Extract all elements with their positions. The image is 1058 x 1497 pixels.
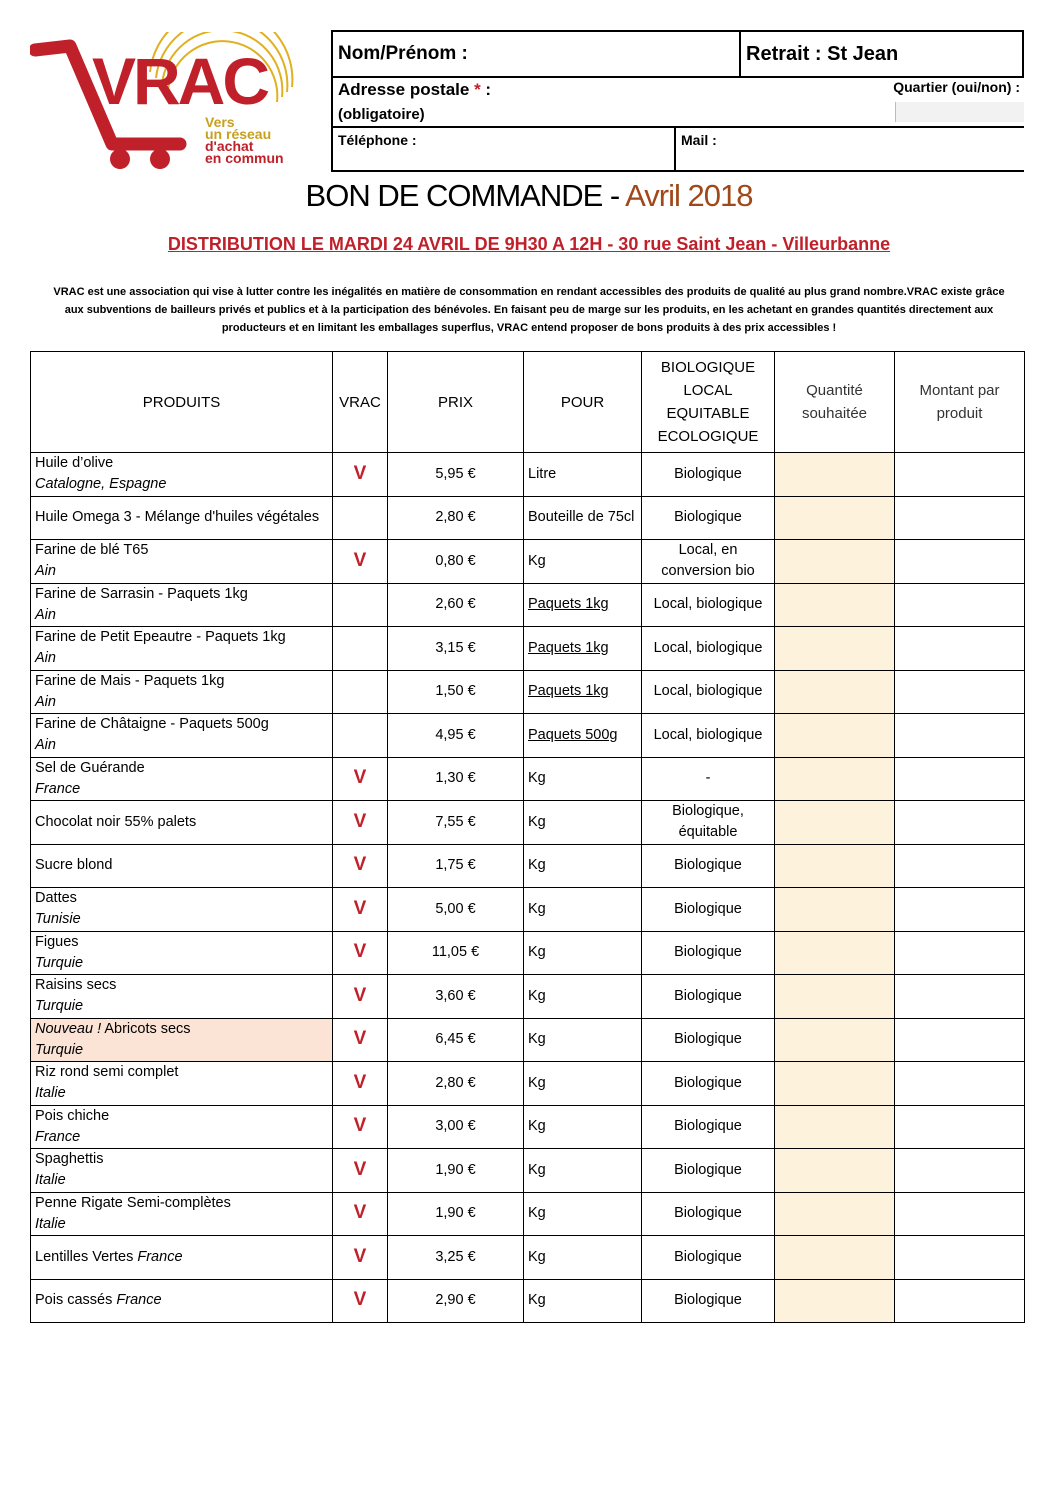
unit-cell: Litre	[524, 453, 642, 497]
vrac-mark: V	[353, 810, 367, 832]
unit-cell: Paquets 500g	[524, 714, 642, 758]
name-field[interactable]	[331, 30, 741, 78]
col-label-line: LOCAL	[683, 382, 733, 399]
table-row	[31, 1192, 1025, 1236]
product-cell	[31, 1062, 333, 1106]
quantity-input[interactable]	[775, 540, 895, 584]
product-name: Pois chiche	[35, 1107, 110, 1124]
amount-cell	[895, 670, 1025, 714]
col-produits: PRODUITS	[31, 352, 333, 453]
product-name: Sucre blond	[35, 857, 113, 874]
product-cell	[31, 670, 333, 714]
product-origin: Ain	[35, 737, 56, 754]
label-cell: Biologique	[642, 496, 775, 540]
vrac-cell	[333, 1062, 388, 1106]
amount-cell	[895, 540, 1025, 584]
unit-cell: Paquets 1kg	[524, 627, 642, 671]
svg-text:d'achat: d'achat	[205, 138, 254, 154]
product-origin: Turquie	[35, 954, 84, 971]
title-main: BON DE COMMANDE -	[305, 178, 626, 213]
col-label-line: ECOLOGIQUE	[657, 428, 759, 445]
price-cell: 3,00 €	[388, 1105, 524, 1149]
vrac-cell	[333, 714, 388, 758]
product-cell	[31, 757, 333, 801]
amount-cell	[895, 1018, 1025, 1062]
vrac-mark: V	[353, 767, 367, 789]
cart-logo-icon	[30, 32, 305, 172]
table-row	[31, 496, 1025, 540]
quantity-input[interactable]	[775, 1018, 895, 1062]
address-label: Adresse postale	[338, 80, 470, 99]
col-pour: POUR	[524, 352, 642, 453]
product-origin: Ain	[35, 606, 56, 623]
table-row	[31, 1236, 1025, 1280]
vrac-cell	[333, 1236, 388, 1280]
unit-cell: Kg	[524, 975, 642, 1019]
quantity-input[interactable]	[775, 1149, 895, 1193]
price-cell: 5,95 €	[388, 453, 524, 497]
product-name: Raisins secs	[35, 977, 117, 994]
name-label: Nom/Prénom :	[338, 43, 468, 64]
svg-text:en commun: en commun	[205, 150, 284, 166]
label-cell: Biologique	[642, 1236, 775, 1280]
product-name: Abricots secs	[101, 1020, 191, 1037]
unit-cell: Kg	[524, 931, 642, 975]
amount-cell	[895, 1192, 1025, 1236]
table-row	[31, 714, 1025, 758]
quantity-input[interactable]	[775, 801, 895, 845]
label-cell: Biologique	[642, 1018, 775, 1062]
page-title	[0, 178, 1058, 214]
table-row	[31, 670, 1025, 714]
product-origin: Italie	[35, 1085, 66, 1102]
required-star: *	[474, 80, 481, 99]
quantity-input[interactable]	[775, 627, 895, 671]
pickup-label: Retrait : St Jean	[746, 43, 899, 65]
vrac-mark: V	[353, 549, 367, 571]
vrac-mark: V	[353, 854, 367, 876]
amount-cell	[895, 1149, 1025, 1193]
amount-cell	[895, 583, 1025, 627]
table-row	[31, 1062, 1025, 1106]
price-cell: 5,00 €	[388, 888, 524, 932]
amount-cell	[895, 627, 1025, 671]
pickup-field	[739, 30, 1024, 78]
price-cell: 11,05 €	[388, 931, 524, 975]
product-cell	[31, 801, 333, 845]
price-cell: 2,80 €	[388, 1062, 524, 1106]
quantity-input[interactable]	[775, 1062, 895, 1106]
table-header-row	[31, 352, 1025, 453]
label-cell: Local, biologique	[642, 583, 775, 627]
label-cell: Biologique	[642, 975, 775, 1019]
price-cell: 2,90 €	[388, 1279, 524, 1323]
product-name: Riz rond semi complet	[35, 1064, 179, 1081]
svg-text:VRAC: VRAC	[92, 44, 268, 118]
product-cell	[31, 714, 333, 758]
distribution-info: DISTRIBUTION LE MARDI 24 AVRIL DE 9H30 A 12H - 30 rue Saint Jean - Villeurbanne	[167, 234, 891, 254]
product-origin: Ain	[35, 563, 56, 580]
product-origin: France	[35, 780, 81, 797]
label-cell: Biologique	[642, 453, 775, 497]
unit-cell: Kg	[524, 1279, 642, 1323]
vrac-mark: V	[353, 1158, 367, 1180]
quantity-input[interactable]	[775, 1236, 895, 1280]
product-name: Penne Rigate Semi-complètes	[35, 1194, 231, 1211]
product-origin: Turquie	[35, 1041, 84, 1058]
product-cell	[31, 844, 333, 888]
price-cell: 7,55 €	[388, 801, 524, 845]
intro-line: aux subventions de bailleurs privés et publics et à la participation des bénévoles. En faisant peu de marge sur les produits, en les achetant en grandes quantités directement aux	[64, 304, 994, 316]
product-origin: France	[137, 1248, 183, 1265]
address-colon: :	[480, 80, 492, 99]
vrac-mark: V	[353, 984, 367, 1006]
col-quantite: Quantité souhaitée	[775, 352, 895, 453]
customer-info-form	[331, 30, 1024, 172]
table-row	[31, 1018, 1025, 1062]
product-cell	[31, 453, 333, 497]
table-row	[31, 1105, 1025, 1149]
vrac-cell	[333, 1192, 388, 1236]
col-prix: PRIX	[388, 352, 524, 453]
quantity-input[interactable]	[775, 496, 895, 540]
table-row	[31, 844, 1025, 888]
vrac-mark: V	[353, 1115, 367, 1137]
product-origin: Ain	[35, 650, 56, 667]
vrac-cell	[333, 1149, 388, 1193]
vrac-cell	[333, 801, 388, 845]
table-row	[31, 1149, 1025, 1193]
product-cell	[31, 1279, 333, 1323]
vrac-mark: V	[353, 1289, 367, 1311]
amount-cell	[895, 714, 1025, 758]
product-cell	[31, 1236, 333, 1280]
product-origin: Catalogne, Espagne	[35, 476, 167, 493]
amount-cell	[895, 888, 1025, 932]
unit-cell: Paquets 1kg	[524, 670, 642, 714]
table-row	[31, 888, 1025, 932]
new-flag: Nouveau !	[35, 1020, 102, 1037]
product-name: Chocolat noir 55% palets	[35, 813, 197, 830]
price-cell: 0,80 €	[388, 540, 524, 584]
intro-line: producteurs et en limitant les emballages superflus, VRAC entend proposer de bons produits à des prix accessibles !	[221, 322, 837, 334]
label-cell: Biologique	[642, 931, 775, 975]
district-input[interactable]	[895, 102, 1024, 122]
unit-cell: Kg	[524, 1192, 642, 1236]
col-label	[642, 352, 775, 453]
vrac-cell	[333, 757, 388, 801]
vrac-mark: V	[353, 897, 367, 919]
vrac-cell	[333, 670, 388, 714]
product-origin: France	[35, 1128, 81, 1145]
product-name: Farine de Petit Epeautre - Paquets 1kg	[35, 629, 286, 646]
price-cell: 4,95 €	[388, 714, 524, 758]
amount-cell	[895, 496, 1025, 540]
vrac-mark: V	[353, 1202, 367, 1224]
label-cell: -	[642, 757, 775, 801]
table-row	[31, 975, 1025, 1019]
amount-cell	[895, 453, 1025, 497]
product-origin: Turquie	[35, 998, 84, 1015]
quantity-input[interactable]	[775, 757, 895, 801]
quantity-input[interactable]	[775, 1105, 895, 1149]
amount-cell	[895, 975, 1025, 1019]
quantity-input[interactable]	[775, 931, 895, 975]
product-name: Farine de Sarrasin - Paquets 1kg	[35, 585, 248, 602]
vrac-cell	[333, 627, 388, 671]
product-name: Sel de Guérande	[35, 759, 145, 776]
product-name: Farine de blé T65	[35, 542, 149, 559]
vrac-cell	[333, 540, 388, 584]
vrac-mark: V	[353, 1028, 367, 1050]
product-name: Farine de Mais - Paquets 1kg	[35, 672, 225, 689]
product-cell	[31, 888, 333, 932]
district-label: Quartier (oui/non) :	[893, 79, 1020, 95]
product-cell	[31, 1105, 333, 1149]
product-origin: Ain	[35, 693, 56, 710]
price-cell: 2,60 €	[388, 583, 524, 627]
amount-cell	[895, 1105, 1025, 1149]
price-cell: 6,45 €	[388, 1018, 524, 1062]
col-montant: Montant par produit	[895, 352, 1025, 453]
label-cell: Biologique	[642, 1192, 775, 1236]
phone-field[interactable]	[331, 126, 676, 172]
mail-field[interactable]	[674, 126, 1024, 172]
quantity-input[interactable]	[775, 975, 895, 1019]
vrac-mark: V	[353, 1071, 367, 1093]
vrac-cell	[333, 888, 388, 932]
amount-cell	[895, 844, 1025, 888]
svg-text:un réseau: un réseau	[205, 126, 272, 142]
price-cell: 1,90 €	[388, 1149, 524, 1193]
amount-cell	[895, 801, 1025, 845]
quantity-input[interactable]	[775, 453, 895, 497]
label-cell: Biologique	[642, 1062, 775, 1106]
products-table	[30, 351, 1025, 1323]
product-origin: Tunisie	[35, 911, 81, 928]
table-row	[31, 540, 1025, 584]
table-row	[31, 931, 1025, 975]
price-cell: 2,80 €	[388, 496, 524, 540]
product-name: Figues	[35, 933, 79, 950]
product-cell	[31, 1018, 333, 1062]
label-cell: Local, biologique	[642, 627, 775, 671]
price-cell: 3,60 €	[388, 975, 524, 1019]
table-row	[31, 627, 1025, 671]
price-cell: 3,25 €	[388, 1236, 524, 1280]
vrac-cell	[333, 844, 388, 888]
amount-cell	[895, 1062, 1025, 1106]
address-required-note: (obligatoire)	[338, 106, 425, 123]
table-row	[31, 453, 1025, 497]
product-cell	[31, 1149, 333, 1193]
product-name: Dattes	[35, 890, 77, 907]
label-cell: Biologique	[642, 888, 775, 932]
intro-line: VRAC est une association qui vise à lutter contre les inégalités en matière de consommation en rendant accessibles des produits de qualité au plus grand nombre.VRAC existe grâce	[53, 286, 1005, 298]
intro-text	[38, 283, 1020, 337]
unit-cell: Kg	[524, 540, 642, 584]
quantity-input[interactable]	[775, 1279, 895, 1323]
vrac-cell	[333, 453, 388, 497]
unit-cell: Bouteille de 75cl	[524, 496, 642, 540]
col-label-line: EQUITABLE	[666, 405, 750, 422]
amount-cell	[895, 1236, 1025, 1280]
unit-cell: Kg	[524, 1105, 642, 1149]
product-name: Huile d’olive	[35, 455, 114, 472]
vrac-cell	[333, 975, 388, 1019]
unit-cell: Kg	[524, 1062, 642, 1106]
vrac-mark: V	[353, 462, 367, 484]
table-row	[31, 757, 1025, 801]
vrac-cell	[333, 1279, 388, 1323]
quantity-input[interactable]	[775, 714, 895, 758]
price-cell: 1,30 €	[388, 757, 524, 801]
product-name: Huile Omega 3 - Mélange d'huiles végétales	[35, 509, 320, 526]
vrac-cell	[333, 496, 388, 540]
vrac-cell	[333, 1018, 388, 1062]
label-cell: Biologique	[642, 1279, 775, 1323]
product-cell	[31, 931, 333, 975]
label-cell: Biologique	[642, 1105, 775, 1149]
price-cell: 1,50 €	[388, 670, 524, 714]
col-vrac: VRAC	[333, 352, 388, 453]
svg-text:Vers: Vers	[205, 114, 235, 130]
table-row	[31, 801, 1025, 845]
unit-cell: Kg	[524, 888, 642, 932]
product-cell	[31, 975, 333, 1019]
quantity-input[interactable]	[775, 888, 895, 932]
address-field[interactable]	[331, 76, 1024, 128]
label-cell: Biologique	[642, 1149, 775, 1193]
price-cell: 1,90 €	[388, 1192, 524, 1236]
price-cell: 1,75 €	[388, 844, 524, 888]
unit-cell: Kg	[524, 844, 642, 888]
product-cell	[31, 627, 333, 671]
vrac-cell	[333, 1105, 388, 1149]
unit-cell: Kg	[524, 757, 642, 801]
mail-label: Mail :	[681, 132, 717, 148]
quantity-input[interactable]	[775, 583, 895, 627]
unit-cell: Kg	[524, 801, 642, 845]
product-origin: France	[116, 1292, 162, 1309]
label-cell: Biologique, équitable	[642, 801, 775, 845]
product-cell	[31, 583, 333, 627]
table-row	[31, 1279, 1025, 1323]
label-cell: Local, biologique	[642, 714, 775, 758]
quantity-input[interactable]	[775, 1192, 895, 1236]
vrac-mark: V	[353, 941, 367, 963]
amount-cell	[895, 1279, 1025, 1323]
vrac-cell	[333, 583, 388, 627]
unit-cell: Paquets 1kg	[524, 583, 642, 627]
col-label-line: BIOLOGIQUE	[660, 359, 756, 376]
amount-cell	[895, 931, 1025, 975]
product-origin: Italie	[35, 1215, 66, 1232]
product-cell	[31, 496, 333, 540]
product-name: Spaghettis	[35, 1151, 104, 1168]
vrac-logo	[30, 32, 305, 172]
price-cell: 3,15 €	[388, 627, 524, 671]
amount-cell	[895, 757, 1025, 801]
unit-cell: Kg	[524, 1149, 642, 1193]
title-month: Avril 2018	[625, 178, 753, 213]
unit-cell: Kg	[524, 1018, 642, 1062]
label-cell: Local, biologique	[642, 670, 775, 714]
product-name: Lentilles Vertes	[35, 1248, 138, 1265]
quantity-input[interactable]	[775, 844, 895, 888]
quantity-input[interactable]	[775, 670, 895, 714]
product-cell	[31, 540, 333, 584]
phone-label: Téléphone :	[338, 132, 417, 148]
label-cell: Biologique	[642, 844, 775, 888]
product-cell	[31, 1192, 333, 1236]
product-name: Farine de Châtaigne - Paquets 500g	[35, 716, 269, 733]
unit-cell: Kg	[524, 1236, 642, 1280]
table-row	[31, 583, 1025, 627]
label-cell: Local, en conversion bio	[642, 540, 775, 584]
product-origin: Italie	[35, 1172, 66, 1189]
product-name: Pois cassés	[35, 1292, 117, 1309]
vrac-cell	[333, 931, 388, 975]
vrac-mark: V	[353, 1245, 367, 1267]
